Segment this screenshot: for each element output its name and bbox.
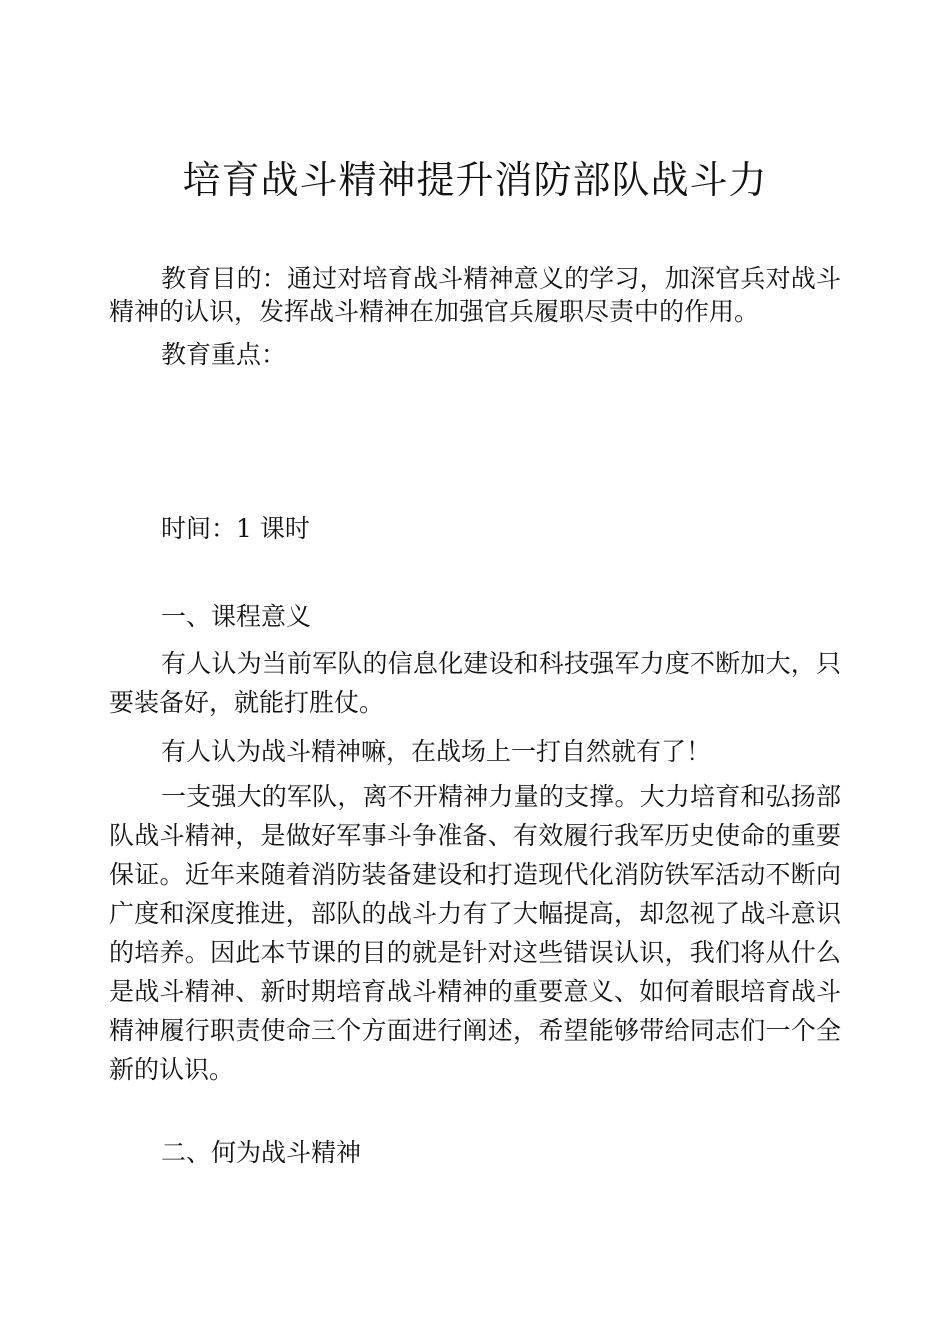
class-time-line: 时间：1 课时 (161, 514, 310, 543)
section-heading-course-significance: 一、课程意义 (161, 602, 312, 631)
section-heading-what-is-fighting-spirit: 二、何为战斗精神 (161, 1138, 362, 1167)
body-paragraph-3: 一支强大的军队，离不开精神力量的支撑。大力培育和弘扬部队战斗精神，是做好军事斗争准备、有效履行我军历史使命的重要保证。近年来随着消防装备建设和打造现代化消防铁军活动不断向广度和深度推进，部队的战斗力有了大幅提高，却忽视了战斗意识的培养。因此本节课的目的就是针对这些错误认识，我们将从什么是战斗精神、新时期培育战斗精神的重要意义、如何着眼培育战斗精神履行职责使命三个方面进行阐述，希望能够带给同志们一个全新的认识。 (109, 782, 841, 1084)
document-title: 培育战斗精神提升消防部队战斗力 (182, 158, 768, 202)
body-paragraph-1: 有人认为当前军队的信息化建设和科技强军力度不断加大，只要装备好，就能打胜仗。 (109, 649, 841, 717)
education-focus-label: 教育重点： (161, 340, 287, 369)
education-goal-paragraph: 教育目的：通过对培育战斗精神意义的学习，加深官兵对战斗精神的认识，发挥战斗精神在加强官兵履职尽责中的作用。 (109, 264, 841, 326)
body-paragraph-2: 有人认为战斗精神嘛，在战场上一打自然就有了！ (161, 737, 712, 766)
